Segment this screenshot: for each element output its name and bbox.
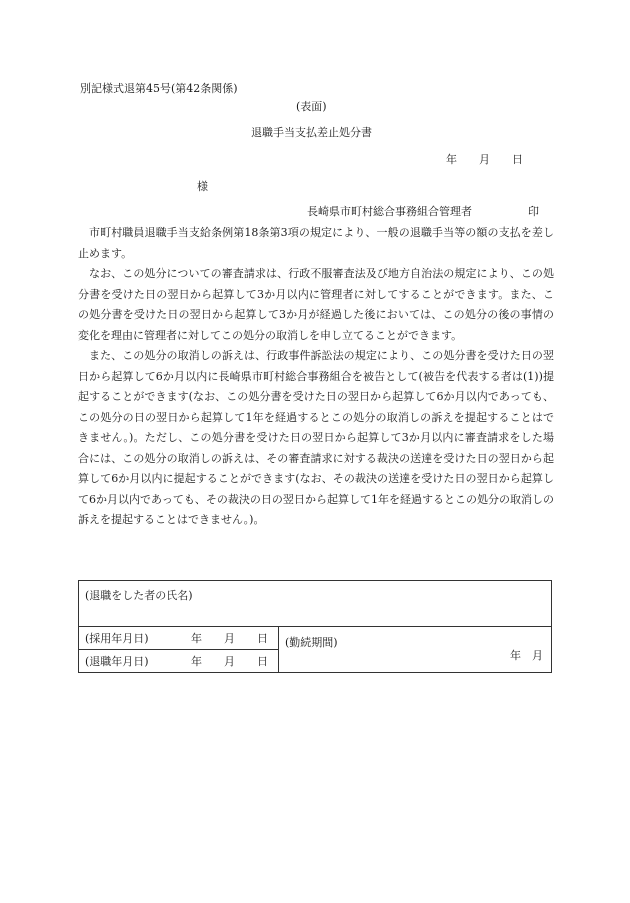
retire-date-label: (退職年月日) bbox=[85, 655, 149, 668]
seal-mark: 印 bbox=[528, 205, 539, 218]
hire-date-label: (採用年月日) bbox=[85, 632, 149, 645]
retiree-name-label: (退職をした者の氏名) bbox=[85, 589, 193, 602]
retire-date-value: 年 月 日 bbox=[191, 655, 268, 668]
service-period-label: (勤続期間) bbox=[285, 636, 338, 649]
paragraph-2: なお、この処分についての審査請求は、行政不服審査法及び地方自治法の規定により、この処分書を受けた日の翌日から起算して3か月以内に管理者に対してすることができます。また、この処分書を受けた日の翌日から起算して3か月が経過した後においては、この処分の後の事情の変化を理由に管理者に対してこの処分の取消しを申し立てることができます。 bbox=[78, 267, 554, 342]
document-title: 退職手当支払差止処分書 bbox=[251, 126, 372, 139]
service-period-value: 年 月 bbox=[510, 649, 543, 662]
retire-date-cell bbox=[79, 650, 279, 673]
paragraph-1: 市町村職員退職手当支給条例第18条第3項の規定により、一般の退職手当等の額の支払を差し止めます。 bbox=[78, 226, 554, 260]
form-number: 別記様式退第45号(第42条関係) bbox=[80, 82, 238, 95]
hire-date-cell bbox=[79, 627, 279, 650]
service-period-cell bbox=[279, 627, 552, 673]
recipient-suffix: 様 bbox=[197, 180, 208, 193]
notice-body bbox=[78, 223, 554, 531]
issue-date: 年 月 日 bbox=[446, 153, 523, 166]
retiree-info-table bbox=[78, 580, 552, 673]
retiree-name-cell bbox=[79, 581, 552, 627]
side-label: (表面) bbox=[296, 100, 327, 113]
paragraph-3: また、この処分の取消しの訴えは、行政事件訴訟法の規定により、この処分書を受けた日の翌日から起算して6か月以内に長崎県市町村総合事務組合を被告として(被告を代表する者は(1))提起することができます(なお、この処分書を受けた日の翌日から起算して6か月以内であっても、この処分の日の翌日から起算して1年を経過するとこの処分の取消しの訴えを提起することはできません。)。ただし、この処分書を受けた日の翌日から起算して3か月以内に審査請求をした場合には、この処分の取消しの訴えは、その審査請求に対する裁決の送達を受けた日の翌日から起算して6か月以内に提起することができます(なお、その裁決の送達を受けた日の翌日から起算して6か月以内であっても、その裁決の日の翌日から起算して1年を経過するとこの処分の取消しの訴えを提起することはできません。)。 bbox=[78, 349, 554, 526]
issuer-name: 長崎県市町村総合事務組合管理者 bbox=[307, 205, 472, 218]
hire-date-value: 年 月 日 bbox=[191, 632, 268, 645]
